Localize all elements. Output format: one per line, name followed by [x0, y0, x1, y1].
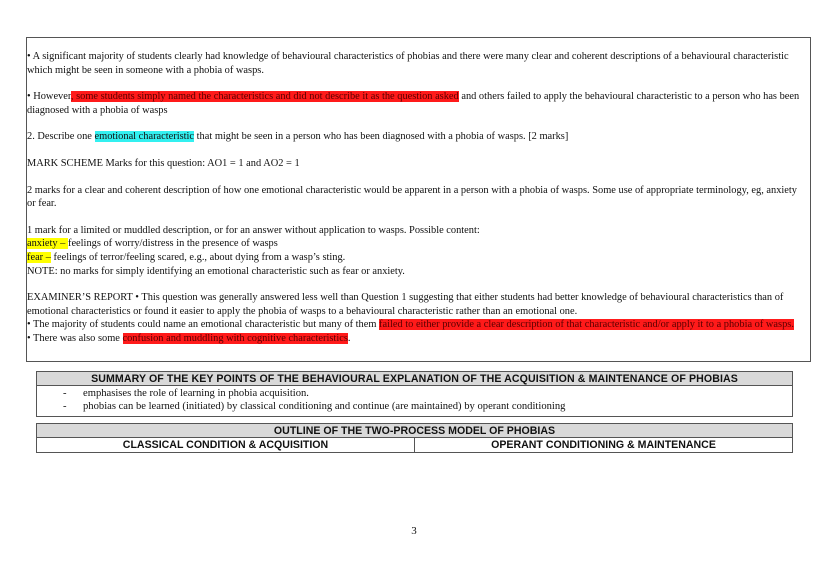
column-classical-conditioning: CLASSICAL CONDITION & ACQUISITION [122, 439, 329, 451]
summary-table [36, 371, 793, 417]
two-marks-criteria: 2 marks for a clear and coherent description of how one emotional characteristic would be apparent in a person with a phobia of wasps. Some use of appropriate terminology, eg, anxiety or fear. [27, 184, 798, 210]
highlight-named-characteristics: , some students simply named the characteristics and did not describe it as the question asked [70, 91, 459, 103]
summary-title: SUMMARY OF THE KEY POINTS OF THE BEHAVIOURAL EXPLANATION OF THE ACQUISITION & MAINTENANCE OF PHOBIAS [37, 372, 792, 386]
question-2-pre: 2. Describe one [27, 131, 95, 143]
outline-title: OUTLINE OF THE TWO-PROCESS MODEL OF PHOBIAS [37, 424, 792, 438]
summary-point: - emphasises the role of learning in phobia acquisition. [63, 387, 792, 400]
paragraph-however [27, 90, 810, 117]
confusion-text: • There was also some [27, 332, 123, 344]
paragraph-behavioural-knowledge: • A significant majority of students clearly had knowledge of behavioural characteristics of phobias and there were many clear and coherent descriptions of a behavioural characteristic which might be seen in someone with a phobia of wasps. [27, 51, 789, 76]
note-line: NOTE: no marks for simply identifying an emotional characteristic such as fear or anxiety. [27, 265, 405, 277]
confusion-period: . [347, 332, 351, 344]
mark-scheme-line: MARK SCHEME Marks for this question: AO1 = 1 and AO2 = 1 [27, 157, 300, 169]
paragraph-majority [27, 318, 810, 332]
content-anxiety [27, 237, 810, 251]
outline-table [36, 423, 793, 453]
question-2 [27, 130, 810, 144]
however-text: • However [27, 91, 71, 103]
highlight-confusion: confusion and muddling with cognitive characteristics [122, 332, 348, 344]
paragraph-confusion [27, 332, 810, 346]
examiner-feedback-box [26, 37, 811, 362]
content-fear [27, 251, 810, 265]
highlight-failed-description: failed to either provide a clear description of that characteristic and/or apply it to a phobia of wasps. [379, 319, 794, 331]
summary-point: - phobias can be learned (initiated) by classical conditioning and continue (are maintained) by operant conditioning [63, 400, 792, 413]
highlight-anxiety: anxiety – [27, 238, 68, 250]
column-operant-conditioning: OPERANT CONDITIONING & MAINTENANCE [414, 438, 792, 452]
question-2-post: that might be seen in a person who has been diagnosed with a phobia of wasps. [2 marks] [194, 131, 569, 143]
outline-columns [37, 438, 792, 452]
page-number: 3 [411, 525, 417, 537]
fear-description: feelings of terror/feeling scared, e.g., about dying from a wasp’s sting. [50, 251, 346, 263]
majority-text: • The majority of students could name an emotional characteristic but many of them [27, 319, 380, 331]
examiner-report: EXAMINER’S REPORT • This question was generally answered less well than Question 1 suggesting that either students had better knowledge of behavioural characteristics than of emotional characteristics or found it easier to apply the phobia of wasps to a behavioural characteristic rather than an emotional one. [27, 292, 784, 317]
highlight-fear: fear – [27, 251, 51, 263]
one-mark-criteria: 1 mark for a limited or muddled description, or for an answer without application to wasps. Possible content: [27, 224, 480, 236]
summary-points [37, 386, 792, 416]
however-rest: and others failed to apply the behavioural characteristic to a person who has been diagnosed with a phobia of wasps [27, 91, 800, 116]
highlight-emotional-characteristic: emotional characteristic [94, 131, 195, 143]
anxiety-description: feelings of worry/distress in the presence of wasps [67, 238, 278, 250]
